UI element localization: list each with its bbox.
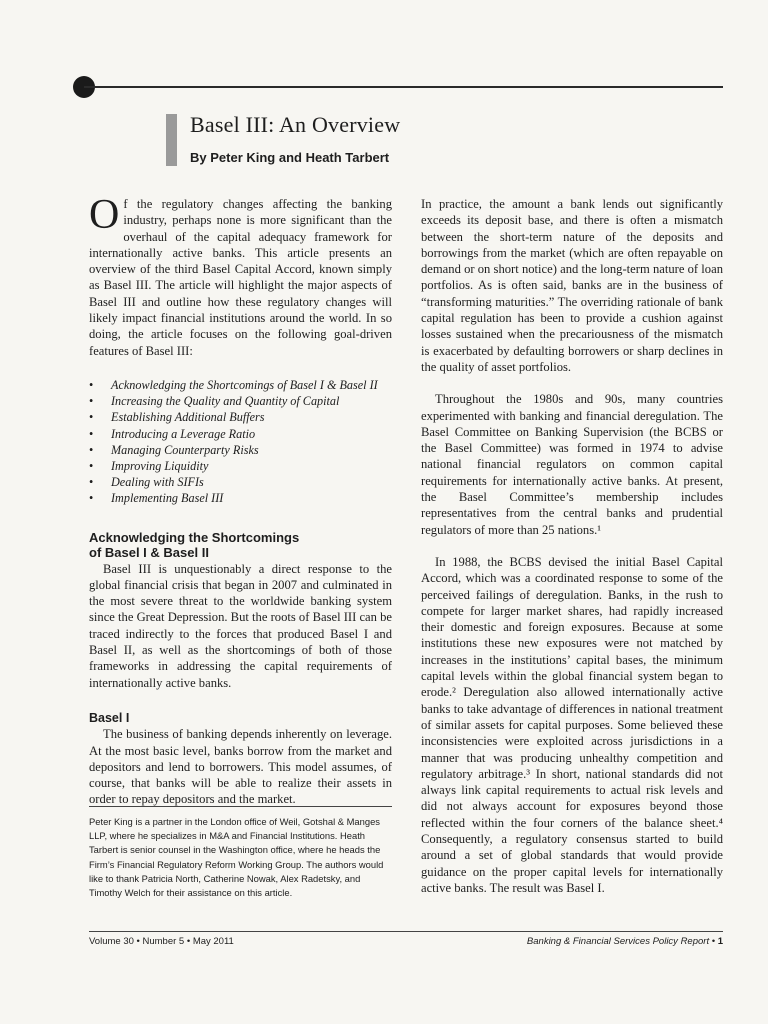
- article-byline: By Peter King and Heath Tarbert: [190, 150, 390, 165]
- body-paragraph: Throughout the 1980s and 90s, many countries experimented with banking and financial deregulation. The Basel Committee on Banking Supervision (the BCBS or the Basel Committee) was formed in 1974 to advise national financial regulators on common capital requirements for internationally active banks. At present, the Basel Committee’s membership includes representatives from the central banks and prudential regulators of more than 25 nations.¹: [421, 392, 723, 537]
- subsection-heading: Basel I: [89, 710, 130, 725]
- feature-list: [89, 377, 392, 507]
- section-heading-line1: Acknowledging the Shortcomings: [89, 529, 300, 545]
- section-paragraph: Basel III is unquestionably a direct response to the global financial crisis that began in 2007 and culminated in the most severe threat to the worldwide banking system since the Great Depression. But the roots of Basel III can be traced indirectly to the forces that produced Basel I and Basel II, as well as the shortcomings of both of those frameworks in addressing the capital requirements of internationally active banks.: [89, 561, 392, 690]
- feature-item: • Increasing the Quality and Quantity of Capital: [89, 393, 392, 409]
- drop-cap: O: [89, 192, 120, 238]
- section-heading-line2: of Basel I & Basel II: [89, 545, 209, 561]
- feature-item: • Acknowledging the Shortcomings of Basel I & Basel II: [89, 377, 392, 393]
- intro-text: f the regulatory changes affecting the banking industry, perhaps none is more significant than the overhaul of the capital adequacy framework for internationally active banks. This article presents an overview of the third Basel Capital Accord, known simply as Basel III. The article will highlight the major aspects of Basel III and outline how these regulatory changes will likely impact financial institutions around the world. In so doing, the article focuses on the following goal-driven features of Basel III:: [89, 197, 392, 358]
- intro-paragraph: [89, 192, 392, 359]
- feature-item: • Managing Counterparty Risks: [89, 442, 392, 458]
- feature-item: • Dealing with SIFIs: [89, 474, 392, 490]
- body-paragraph: In practice, the amount a bank lends out significantly exceeds its deposit base, and there is often a mismatch between the short-term nature of the deposits and borrowings from the market (which are often repayable on demand or on short notice) and the long-term nature of loan portfolios. As is often said, banks are in the business of “transforming maturities.” The overriding rationale of bank capital regulation has been to provide a cushion against losses sustained when the precariousness of the mismatch is exacerbated by defaulting borrowers or sharp declines in the quality of asset portfolios.: [421, 197, 723, 374]
- feature-item: • Improving Liquidity: [89, 458, 392, 474]
- feature-item: • Implementing Basel III: [89, 490, 392, 506]
- feature-item: • Introducing a Leverage Ratio: [89, 426, 392, 442]
- footer-rule: [89, 931, 723, 932]
- feature-item: • Establishing Additional Buffers: [89, 409, 392, 425]
- publication-footer: [527, 936, 723, 947]
- page-number: 1: [717, 936, 723, 947]
- article-title: Basel III: An Overview: [190, 112, 401, 137]
- left-column: [89, 192, 392, 808]
- right-column: [421, 196, 723, 896]
- title-accent-bar: [166, 114, 177, 166]
- publication-name: Banking & Financial Services Policy Report •: [526, 936, 716, 947]
- issue-info: Volume 30 • Number 5 • May 2011: [89, 936, 234, 947]
- header-rule: [84, 86, 723, 88]
- subsection-paragraph: The business of banking depends inherently on leverage. At the most basic level, banks borrow from the market and depositors and lend to borrowers. This model assumes, of course, that banks will be able to realize their assets in order to repay depositors and the market.: [89, 727, 392, 807]
- author-footnote: Peter King is a partner in the London office of Weil, Gotshal & Manges LLP, where he specializes in M&A and Financial Institutions. Heath Tarbert is senior counsel in the Washington office, where he heads the Firm’s Financial Regulatory Reform Working Group. The authors would like to thank Patricia North, Catherine Nowak, Alex Radetsky, and Timothy Welch for their assistance on this article.: [89, 806, 392, 900]
- body-paragraph: In 1988, the BCBS devised the initial Basel Capital Accord, which was a coordinated response to some of the perceived failings of deregulation. Banks, in the rush to compete for larger market shares, had rapidly increased their domestic and foreign exposures. Because at some institutions these new exposures were not matched by increases in the institutions’ capital bases, the minimum capital levels within the global financial system began to erode.² Deregulation also allowed internationally active banks to take advantage of differences in national treatment of similar assets for capital purposes. Some believed these inconsistencies were exploited across jurisdictions in a manner that was producing unhealthy competition and regulatory arbitrage.³ In short, national standards did not always link capital requirements to actual risk levels and did not always account for exposures beyond those reflected within the four corners of the balance sheet.⁴ Consequently, a regulatory consensus started to build around a set of global standards that would provide guidance on the proper capital levels for internationally active banks. The result was Basel I.: [421, 554, 723, 895]
- section-heading: [89, 530, 392, 561]
